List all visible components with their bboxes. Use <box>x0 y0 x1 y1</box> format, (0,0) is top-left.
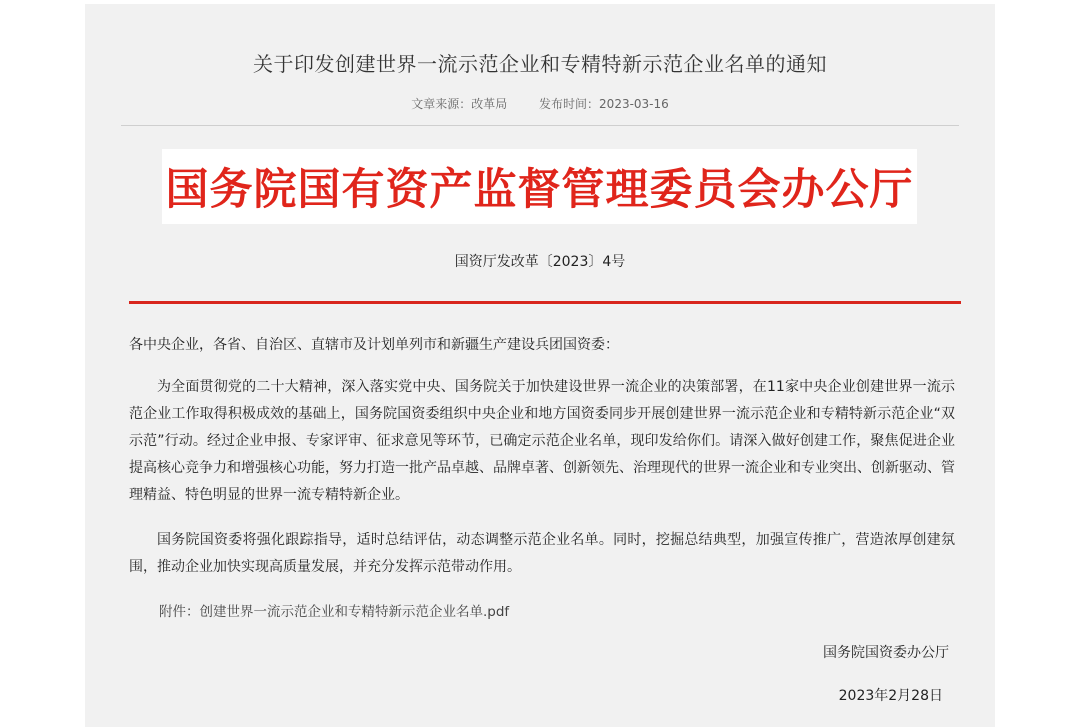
attachment-link[interactable]: 附件：创建世界一流示范企业和专精特新示范企业名单.pdf <box>159 604 510 620</box>
issuer-banner <box>162 149 917 224</box>
red-divider <box>129 301 961 304</box>
article-panel <box>85 4 995 727</box>
salutation: 各中央企业，各省、自治区、直辖市及计划单列市和新疆生产建设兵团国资委： <box>129 337 619 353</box>
document-number: 国资厅发改革〔2023〕4号 <box>454 254 626 270</box>
issuer-banner-text: 国务院国有资产监督管理委员会办公厅 <box>165 165 914 215</box>
article-source: 文章来源：改革局 <box>411 97 508 111</box>
signature: 国务院国资委办公厅 <box>823 645 949 661</box>
body-paragraph-2: 国务院国资委将强化跟踪指导，适时总结评估，动态调整示范企业名单。同时，挖掘总结典型，加强宣传推广，营造浓厚创建氛围，推动企业加快实现高质量发展，并充分发挥示范带动作用。 <box>129 532 955 575</box>
article-published-date: 发布时间：2023-03-16 <box>539 97 669 111</box>
header-divider <box>121 125 959 126</box>
article-meta <box>85 95 995 112</box>
article-title: 关于印发创建世界一流示范企业和专精特新示范企业名单的通知 <box>253 52 827 76</box>
document-date: 2023年2月28日 <box>838 688 943 704</box>
body-paragraph-1: 为全面贯彻党的二十大精神，深入落实党中央、国务院关于加快建设世界一流企业的决策部署，在11家中央企业创建世界一流示范企业工作取得积极成效的基础上，国务院国资委组织中央企业和地方国资委同步开展创建世界一流示范企业和专精特新示范企业“双示范”行动。经过企业申报、专家评审、征求意见等环节，已确定示范企业名单，现印发给你们。请深入做好创建工作，聚焦促进企业提高核心竞争力和增强核心功能，努力打造一批产品卓越、品牌卓著、创新领先、治理现代的世界一流企业和专业突出、创新驱动、管理精益、特色明显的世界一流专精特新企业。 <box>129 379 955 503</box>
